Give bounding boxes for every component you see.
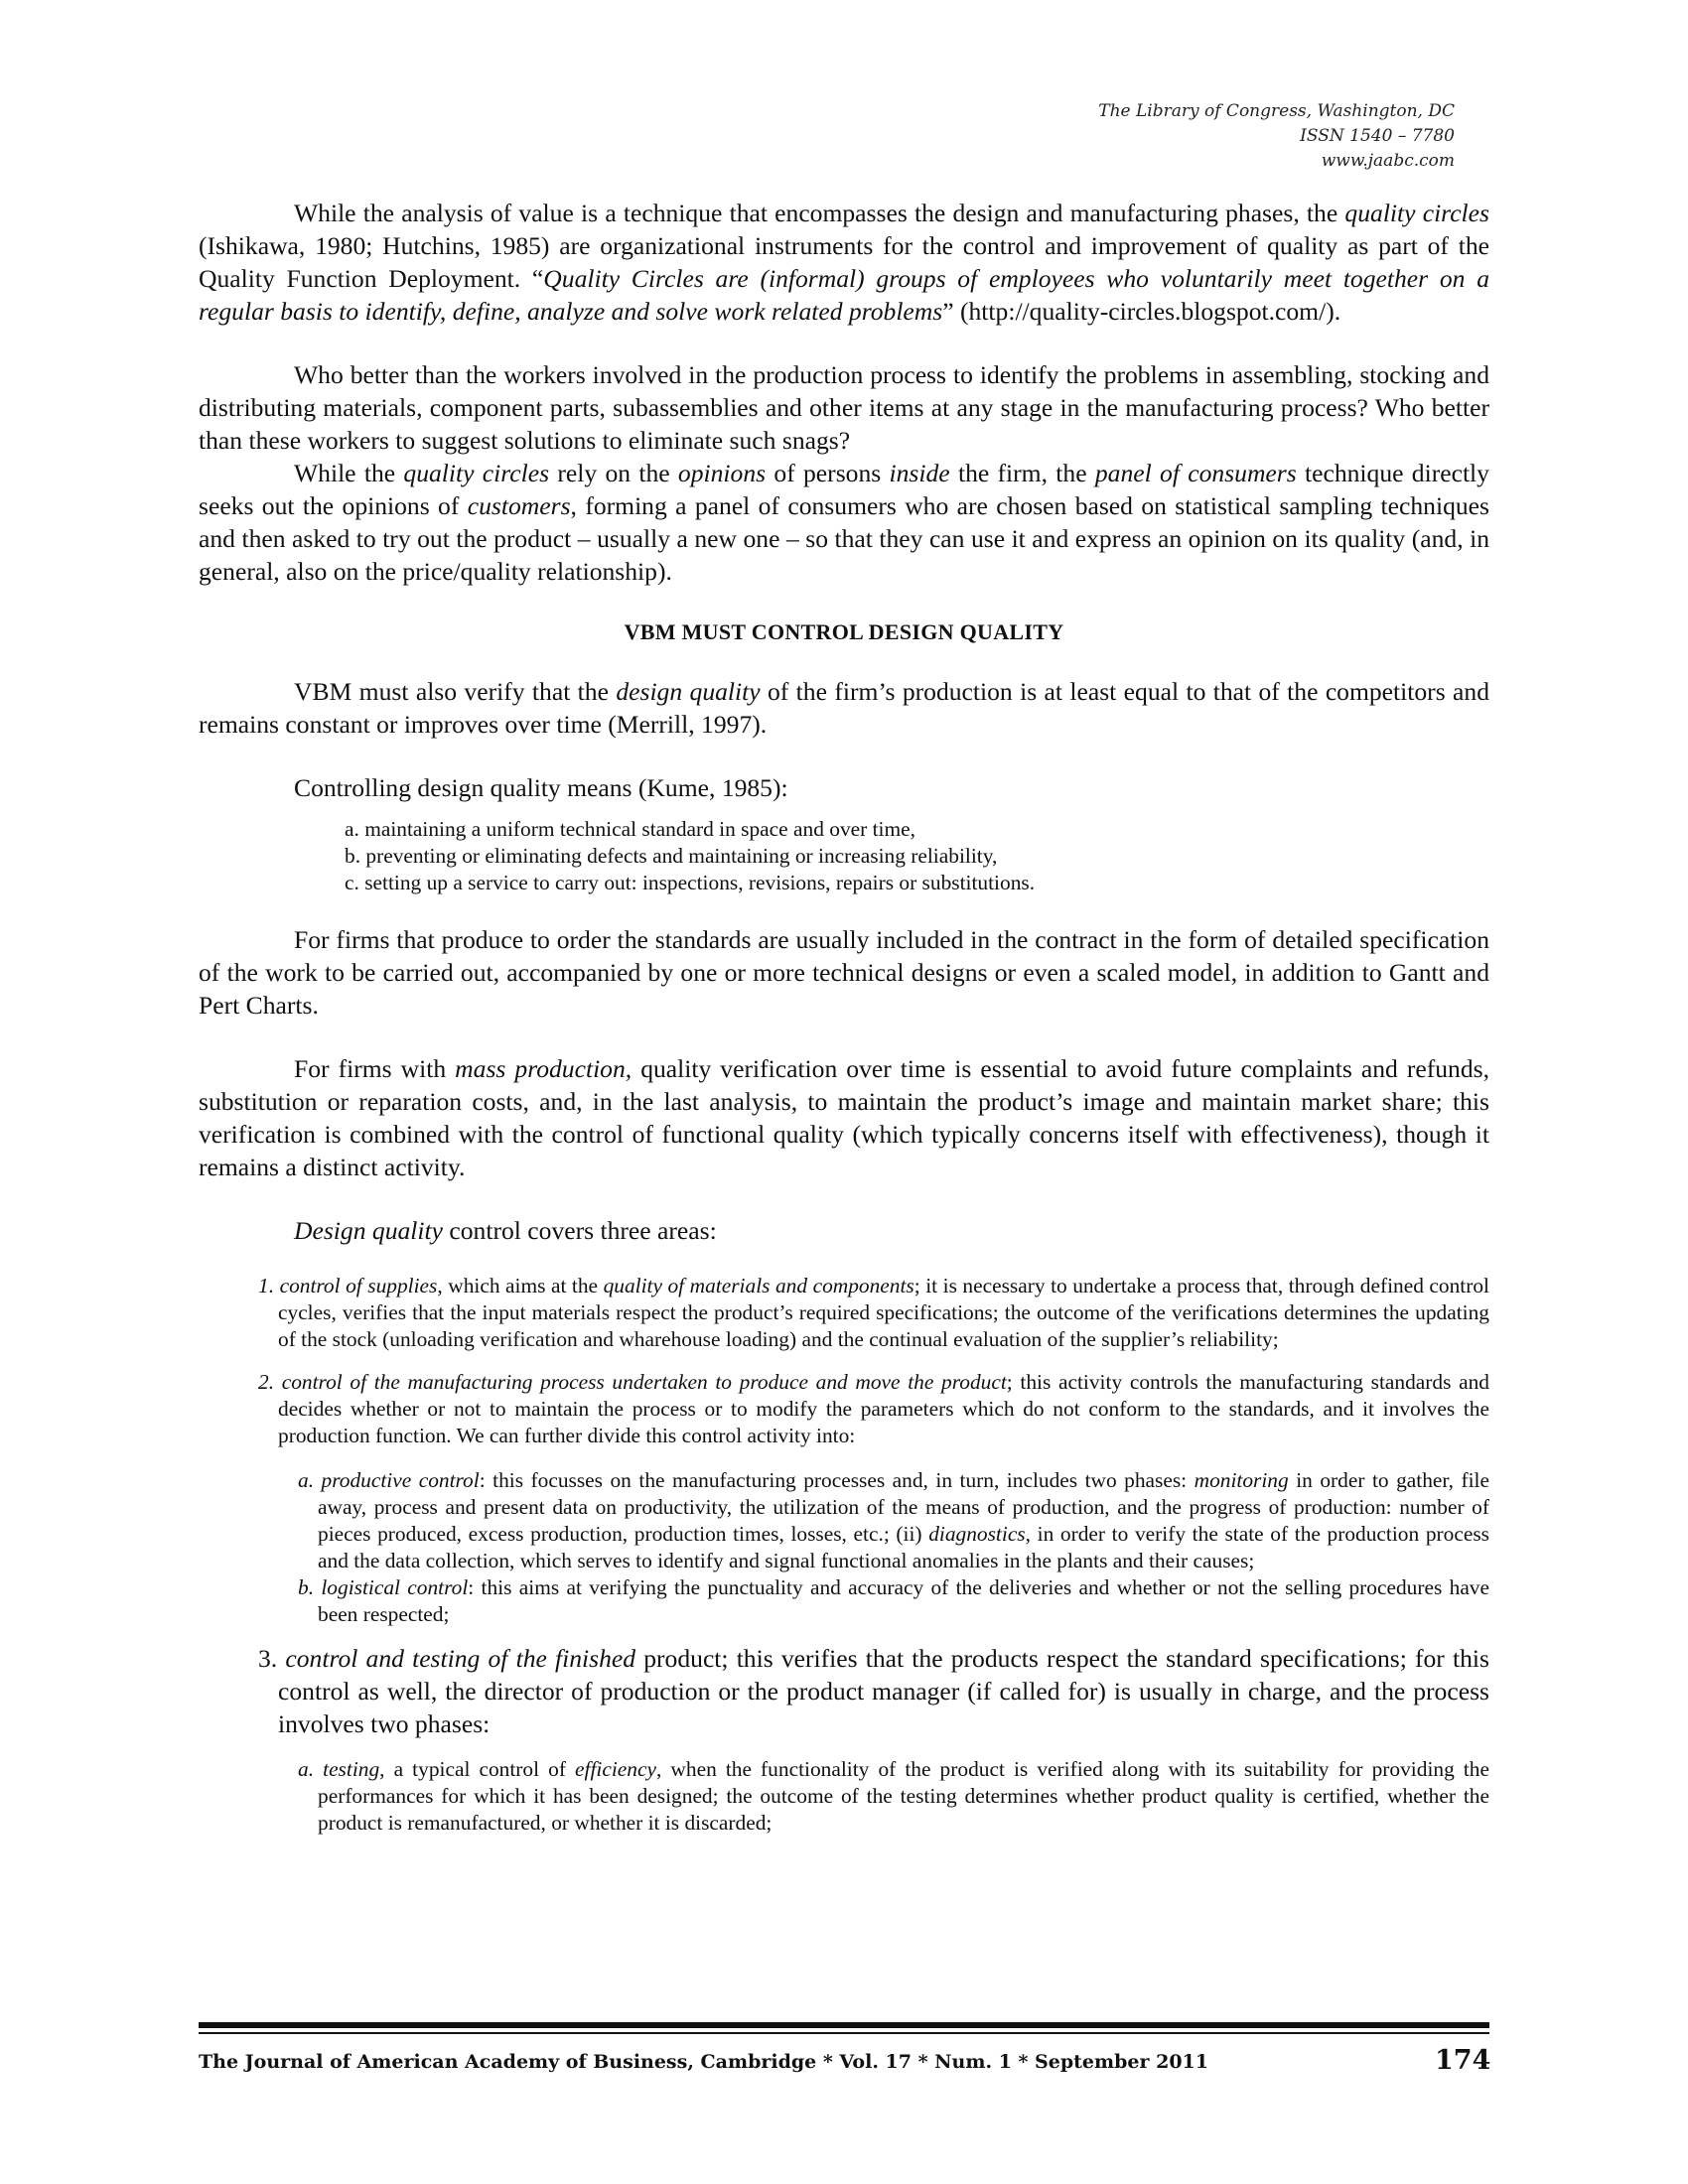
list-item-1 bbox=[199, 1273, 1489, 1353]
list-number: 1. bbox=[258, 1274, 275, 1297]
text-run: design quality bbox=[616, 677, 761, 706]
text-run: of persons bbox=[766, 459, 890, 487]
body-text bbox=[199, 197, 1489, 1837]
list-item-2 bbox=[199, 1369, 1489, 1449]
text-run: of the firm’s production is at least equal to that of the competitors and remains constant or improves over time (Merrill, 1997). bbox=[199, 677, 1489, 739]
paragraph-6: For firms that produce to order the standards are usually included in the contract in the form of detailed specification of the work to be carried out, accompanied by one or more technical designs or even a scaled model, in addition to Gantt and Pert Charts. bbox=[199, 925, 1489, 1020]
text-run: monitoring bbox=[1194, 1468, 1289, 1492]
running-footer bbox=[199, 2045, 1491, 2076]
list-item-2a bbox=[199, 1467, 1489, 1574]
text-run: a. testing bbox=[298, 1757, 380, 1781]
text-run: customers bbox=[467, 491, 571, 520]
header-line-3: www.jaabc.com bbox=[1321, 151, 1455, 171]
text-run: control of the manufacturing process undertaken to produce and move the product bbox=[281, 1370, 1007, 1394]
text-run: control covers three areas: bbox=[443, 1216, 717, 1245]
text-run: While the bbox=[294, 459, 404, 487]
page-number: 174 bbox=[1435, 2045, 1491, 2076]
paragraph-5: Controlling design quality means (Kume, 1985): bbox=[294, 773, 788, 802]
text-run: : this focusses on the manufacturing processes and, in turn, includes two phases: bbox=[479, 1468, 1195, 1492]
paragraph-2: Who better than the workers involved in the production process to identify the problems in assembling, stocking and distributing materials, component parts, subassemblies and other items at any stage in the manufacturing process? Who better than these workers to suggest solutions to eliminate such snags? bbox=[199, 360, 1489, 455]
text-run: the firm, the bbox=[949, 459, 1095, 487]
text-run: , forming a panel of consumers who are chosen based on statistical sampling techniques and then asked to try out the product – usually a new one – so that they can use it and express an opinion on its quality (and, in general, also on the price/quality relationship). bbox=[199, 491, 1489, 586]
journal-citation: The Journal of American Academy of Business, Cambridge * Vol. 17 * Num. 1 * September 2011 bbox=[199, 2051, 1209, 2073]
text-run: Design quality bbox=[294, 1216, 443, 1245]
text-run: , which aims at the bbox=[437, 1274, 604, 1297]
text-run: ; it is necessary to undertake a process that, through defined control cycles, verifies that the input materials respect the product’s required specifications; the outcome of the verifications determines the updating of the stock (unloading verification and wharehouse loading) and the continual evaluation of the supplier’s reliability; bbox=[278, 1274, 1490, 1351]
text-run: (Ishikawa, 1980; Hutchins, 1985) are organizational instruments for the control and improvement of quality as part of the Quality Function Deployment. “ bbox=[199, 231, 1489, 293]
footer-rule-thick bbox=[199, 2022, 1489, 2028]
text-run: For firms with bbox=[294, 1054, 456, 1083]
text-run: ” (http://quality-circles.blogspot.com/). bbox=[942, 297, 1341, 326]
text-run: quality verification over time is essential to avoid future complaints and refunds, substitution or reparation costs, and, in the last analysis, to maintain the product’s image and maintain market share; this verification is combined with the control of functional quality (which typically concerns itself with effectiveness), though it remains a distinct activity. bbox=[199, 1054, 1489, 1181]
running-header bbox=[1098, 99, 1455, 174]
paragraph-7 bbox=[199, 1052, 1489, 1183]
text-run: , in order to verify the state of the production process and the data collection, which serves to identify and signal functional anomalies in the plants and their causes; bbox=[318, 1522, 1489, 1572]
text-run: quality circles bbox=[403, 459, 550, 487]
paragraph-1 bbox=[199, 197, 1489, 328]
text-run: panel of consumers bbox=[1094, 459, 1297, 487]
header-line-1: The Library of Congress, Washington, DC bbox=[1098, 101, 1455, 121]
text-run: a. productive control bbox=[298, 1468, 480, 1492]
text-run: control of supplies bbox=[279, 1274, 438, 1297]
text-run: efficiency bbox=[575, 1757, 656, 1781]
text-run: product; this verifies that the products respect the standard specifications; for this control as well, the director of production or the product manager (if called for) is usually in charge, and the process involves two phases: bbox=[278, 1644, 1489, 1738]
text-run: b. logistical control bbox=[298, 1575, 469, 1599]
list-item-3a bbox=[199, 1756, 1489, 1837]
header-line-2: ISSN 1540 – 7780 bbox=[1300, 126, 1455, 146]
text-run: quality circles bbox=[1344, 199, 1489, 227]
section-title: VBM MUST CONTROL DESIGN QUALITY bbox=[624, 619, 1064, 644]
paragraph-8 bbox=[199, 1214, 1489, 1247]
text-run: inside bbox=[889, 459, 950, 487]
list-item: b. preventing or eliminating defects and maintaining or increasing reliability, bbox=[345, 844, 998, 868]
footer-rule-thin bbox=[199, 2032, 1489, 2034]
text-run: opinions bbox=[677, 459, 767, 487]
text-run: ; this activity controls the manufacturing standards and decides whether or not to maintain the process or to modify the parameters which do not conform to the standards, and it involves the production function. We can further divide this control activity into: bbox=[278, 1370, 1489, 1447]
text-run: technique directly seeks out the opinions of bbox=[199, 459, 1489, 520]
text-run: , a typical control of bbox=[379, 1757, 576, 1781]
text-run: in order to gather, file away, process and present data on productivity, the utilization of the means of production, and the progress of production: number of pieces produced, excess production, production times, losses, etc.; (ii) bbox=[318, 1468, 1489, 1546]
list-item: a. maintaining a uniform technical standard in space and over time, bbox=[345, 817, 915, 841]
text-run: rely on the bbox=[549, 459, 678, 487]
list-item-3 bbox=[199, 1642, 1489, 1740]
list-item-2b bbox=[199, 1574, 1489, 1628]
text-run: Quality Circles are (informal) groups of employees who voluntarily meet together on a regular basis to identify, define, analyze and solve work related problems bbox=[199, 264, 1489, 326]
paragraph-3 bbox=[199, 457, 1489, 588]
text-run: mass production, bbox=[455, 1054, 633, 1083]
list-number: 3. bbox=[258, 1644, 278, 1673]
list-number: 2. bbox=[258, 1370, 275, 1394]
text-run: , when the functionality of the product is verified along with its suitability for providing the performances for which it has been designed; the outcome of the testing determines whether product quality is certified, whether the product is remanufactured, or whether it is discarded; bbox=[318, 1757, 1489, 1835]
text-run: diagnostics bbox=[928, 1522, 1026, 1546]
paragraph-4 bbox=[199, 675, 1489, 741]
numbered-list bbox=[199, 1273, 1489, 1837]
text-run: : this aims at verifying the punctuality and accuracy of the deliveries and whether or not the selling procedures have been respected; bbox=[318, 1575, 1490, 1626]
list-item: c. setting up a service to carry out: inspections, revisions, repairs or substitutions. bbox=[345, 871, 1036, 894]
text-run: While the analysis of value is a technique that encompasses the design and manufacturing phases, the bbox=[294, 199, 1345, 227]
design-quality-list bbox=[345, 816, 1489, 896]
text-run: VBM must also verify that the bbox=[294, 677, 617, 706]
text-run: control and testing of the finished bbox=[285, 1644, 636, 1673]
text-run: quality of materials and components bbox=[603, 1274, 914, 1297]
